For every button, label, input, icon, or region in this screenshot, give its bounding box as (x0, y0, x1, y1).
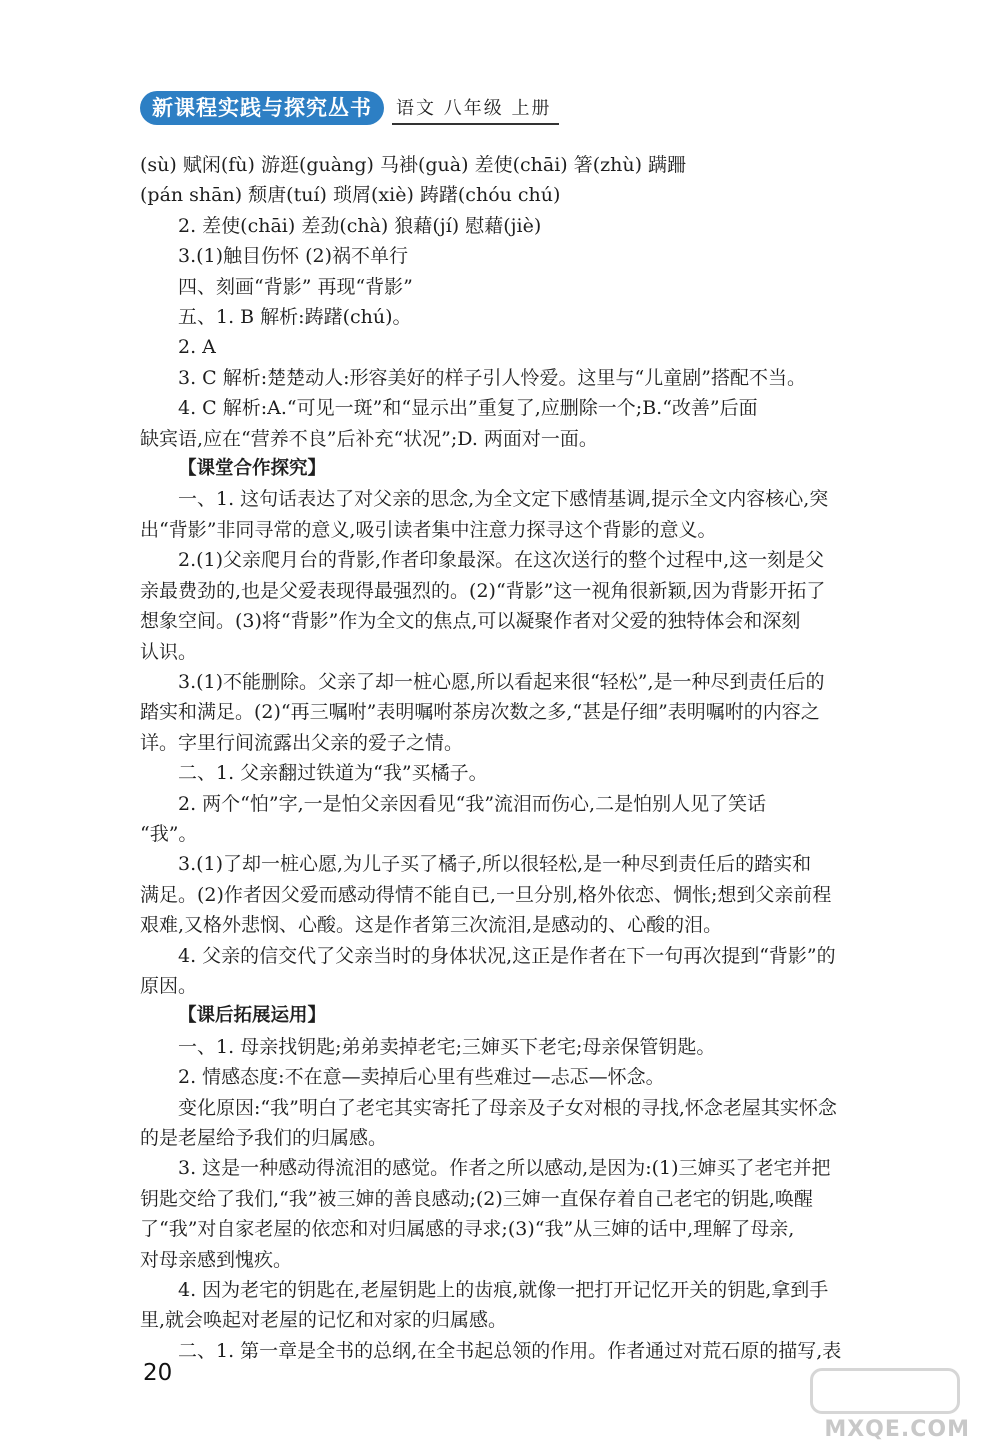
text-line: 四、刻画“背影” 再现“背影” (178, 275, 413, 298)
text-line: 2. 情感态度:不在意—卖掉后心里有些难过—忐忑—怀念。 (178, 1066, 665, 1089)
text-line: 想象空间。(3)将“背影”作为全文的焦点,可以凝聚作者对父爱的独特体会和深刻 (140, 610, 801, 633)
text-line: 了“我”对自家老屋的依恋和对归属感的寻求;(3)“我”从三婶的话中,理解了母亲, (140, 1218, 795, 1241)
series-badge: 新课程实践与探究丛书 (140, 91, 384, 125)
text-line: 一、1. 母亲找钥匙;弟弟卖掉老宅;三婶买下老宅;母亲保管钥匙。 (178, 1035, 716, 1058)
text-line: 的是老屋给予我们的归属感。 (140, 1127, 388, 1149)
text-line: 2. 差使(chāi) 差劲(chà) 狼藉(jí) 慰藉(jiè) (178, 214, 542, 237)
text-line: 钥匙交给了我们,“我”被三婶的善良感动;(2)三婶一直保存着自己老宅的钥匙,唤醒 (140, 1187, 813, 1210)
page-number: 20 (143, 1360, 173, 1386)
text-line: 亲最费劲的,也是父爱表现得最强烈的。(2)“背影”这一视角很新颖,因为背影开拓了 (140, 579, 826, 602)
section-heading: 【课后拓展运用】 (178, 1005, 327, 1027)
text-line: 二、1. 父亲翻过铁道为“我”买橘子。 (178, 762, 488, 785)
text-line: 五、1. B 解析:踌躇(chú)。 (178, 306, 412, 329)
text-line: 3.(1)不能删除。父亲了却一桩心愿,所以看起来很“轻松”,是一种尽到责任后的 (178, 670, 825, 693)
text-line: 二、1. 第一章是全书的总纲,在全书起总领的作用。作者通过对荒石原的描写,表 (178, 1339, 842, 1362)
text-line: (pán shān) 颓唐(tuí) 琐屑(xiè) 踌躇(chóu chú) (140, 184, 561, 207)
text-line: 原因。 (140, 974, 198, 997)
text-line: 3.(1)了却一桩心愿,为儿子买了橘子,所以很轻松,是一种尽到责任后的踏实和 (178, 853, 812, 876)
text-line: 详。字里行间流露出父亲的爱子之情。 (140, 731, 464, 754)
text-line: (sù) 赋闲(fù) 游逛(guàng) 马褂(guà) 差使(chāi) 箸(zhù) 蹒跚 (140, 154, 687, 176)
text-line: 缺宾语,应在“营养不良”后补充“状况”;D. 两面对一面。 (140, 427, 598, 450)
text-line: 4. C 解析:A.“可见一斑”和“显示出”重复了,应删除一个;B.“改善”后面 (178, 397, 758, 420)
answer-content (140, 150, 940, 1366)
text-line: 对母亲感到愧疚。 (140, 1248, 293, 1271)
section-heading: 【课堂合作探究】 (178, 458, 327, 480)
text-line: 认识。 (140, 640, 198, 663)
text-line: 3.(1)触目伤怀 (2)祸不单行 (178, 245, 408, 268)
subject-label: 语文 八年级 上册 (392, 97, 559, 125)
text-line: 出“背影”非同寻常的意义,吸引读者集中注意力探寻这个背影的意义。 (140, 518, 717, 541)
text-line: 一、1. 这句话表达了对父亲的思念,为全文定下感情基调,提示全文内容核心,突 (178, 488, 829, 511)
text-line: 踏实和满足。(2)“再三嘱咐”表明嘱咐茶房次数之多,“甚是仔细”表明嘱咐的内容之 (140, 701, 820, 724)
text-line: 2.(1)父亲爬月台的背影,作者印象最深。在这次送行的整个过程中,这一刻是父 (178, 549, 825, 572)
text-line: 2. A (178, 336, 216, 359)
text-line: 里,就会唤起对老屋的记忆和对家的归属感。 (140, 1309, 508, 1332)
watermark-badge-icon (810, 1368, 960, 1414)
watermark-text: MXQE.COM (824, 1417, 970, 1442)
text-line: 满足。(2)作者因父爱而感动得情不能自已,一旦分别,格外依恋、惆怅;想到父亲前程 (140, 883, 832, 906)
watermark-logo (800, 1368, 970, 1444)
text-line: 4. 因为老宅的钥匙在,老屋钥匙上的齿痕,就像一把打开记忆开关的钥匙,拿到手 (178, 1279, 829, 1302)
text-line: 变化原因:“我”明白了老宅其实寄托了母亲及子女对根的寻找,怀念老屋其实怀念 (178, 1096, 837, 1119)
text-line: “我”。 (140, 822, 198, 845)
text-line: 艰难,又格外悲悯、心酸。这是作者第三次流泪,是感动的、心酸的泪。 (140, 914, 723, 937)
page-header (140, 91, 559, 125)
text-line: 3. 这是一种感动得流泪的感觉。作者之所以感动,是因为:(1)三婶买了老宅并把 (178, 1157, 831, 1180)
text-line: 3. C 解析:楚楚动人:形容美好的样子引人怜爱。这里与“儿童剧”搭配不当。 (178, 366, 806, 389)
text-line: 2. 两个“怕”字,一是怕父亲因看见“我”流泪而伤心,二是怕别人见了笑话 (178, 792, 767, 815)
text-line: 4. 父亲的信交代了父亲当时的身体状况,这正是作者在下一句再次提到“背影”的 (178, 944, 836, 967)
